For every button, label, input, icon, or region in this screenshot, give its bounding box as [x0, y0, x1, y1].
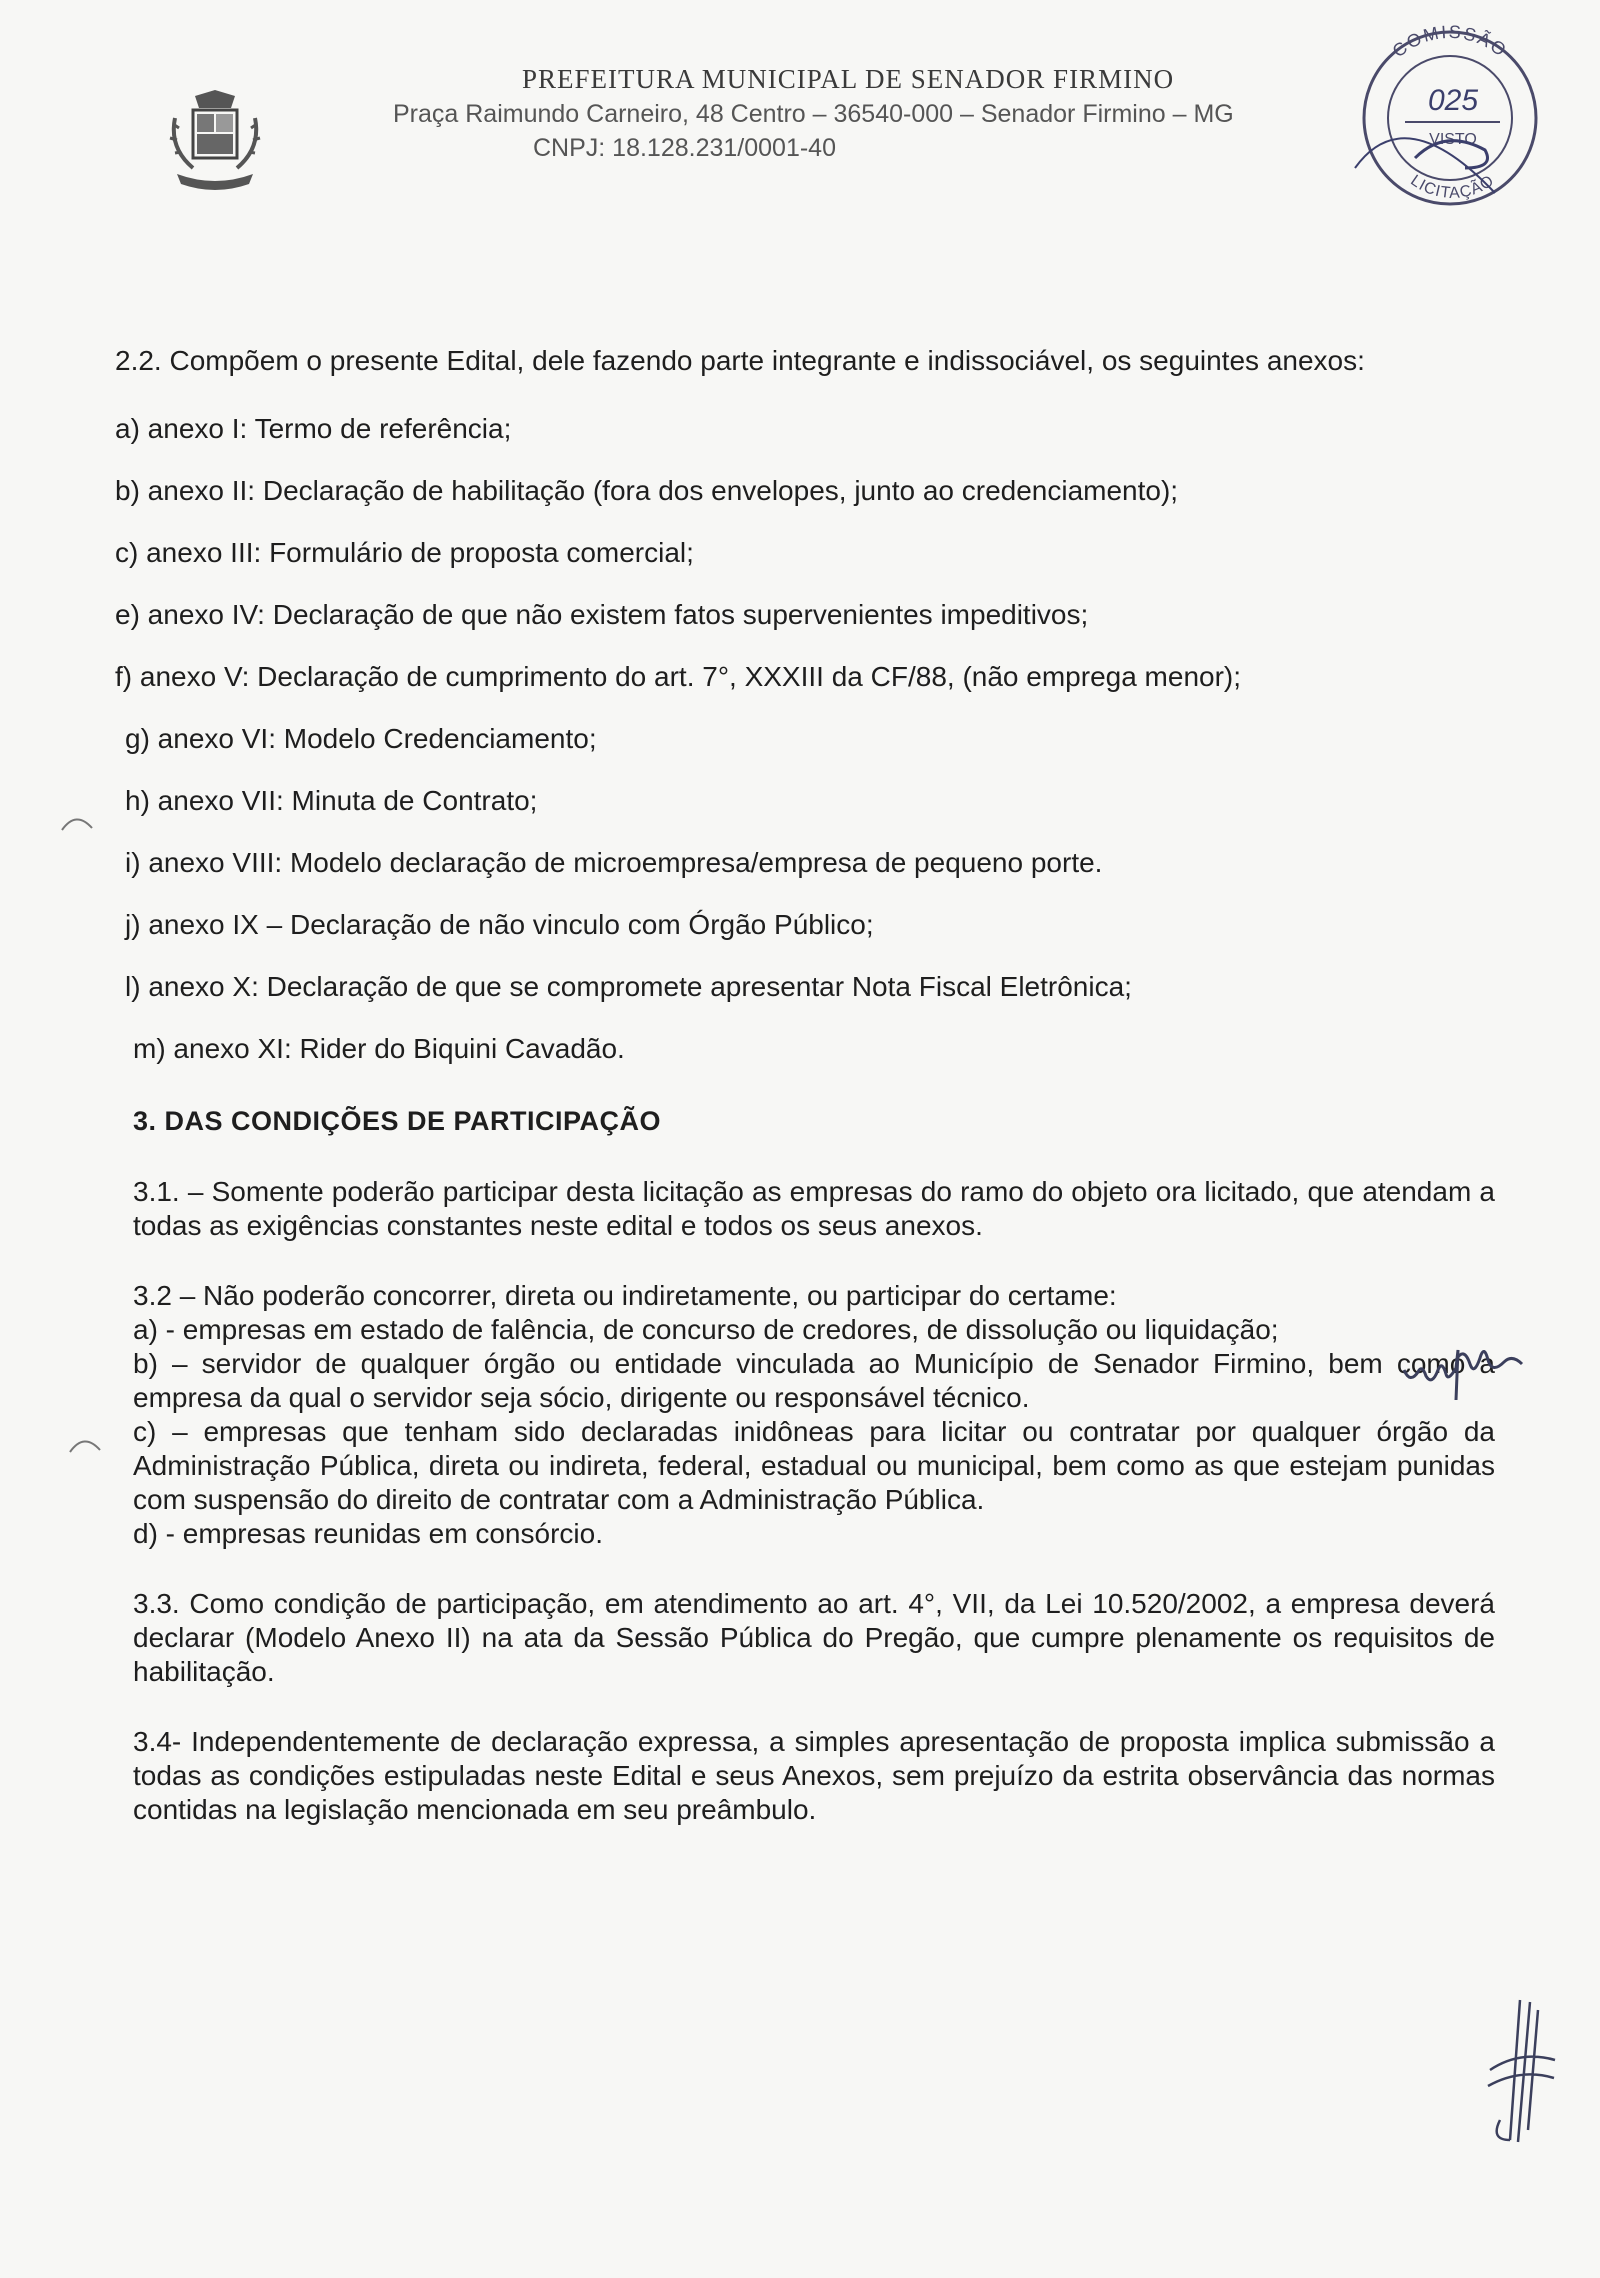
section-2-2-intro: 2.2. Compõem o presente Edital, dele fazendo parte integrante e indissociável, os seguintes anexos: — [115, 345, 1365, 376]
list-item: b) anexo II: Declaração de habilitação (fora dos envelopes, junto ao credenciamento); — [115, 475, 1179, 506]
document-body — [115, 344, 1495, 1827]
list-item: l) anexo X: Declaração de que se compromete apresentar Nota Fiscal Eletrônica; — [125, 971, 1132, 1002]
list-item: f) anexo V: Declaração de cumprimento do art. 7°, XXXIII da CF/88, (não emprega menor); — [115, 661, 1242, 692]
paragraph-3-2-intro: 3.2 – Não poderão concorrer, direta ou indiretamente, ou participar do certame: — [133, 1280, 1117, 1311]
margin-mark-icon — [66, 1430, 106, 1460]
paragraph-3-3: 3.3. Como condição de participação, em atendimento ao art. 4°, VII, da Lei 10.520/2002, a empresa deverá declarar (Modelo Anexo II) na ata da Sessão Pública do Pregão, que cumpre plenamente os requisitos de habilitação. — [133, 1588, 1495, 1687]
municipal-crest-icon — [165, 88, 265, 198]
paragraph-3-2-c: c) – empresas que tenham sido declaradas inidôneas para licitar ou contratar por qualquer órgão da Administração Pública, direta ou indireta, federal, estadual ou municipal, bem como as que estejam punidas com suspensão do direito de contratar com a Administração Pública. — [133, 1416, 1495, 1515]
margin-mark-icon — [58, 808, 98, 838]
annex-list — [115, 412, 1495, 1066]
org-address: Praça Raimundo Carneiro, 48 Centro – 36540-000 – Senador Firmino – MG — [393, 100, 1234, 128]
handwritten-signature-icon — [1480, 1990, 1560, 2150]
paragraph-3-2-b: b) – servidor de qualquer órgão ou entidade vinculada ao Município de Senador Firmino, bem como a empresa da qual o servidor seja sócio, dirigente ou responsável técnico. — [133, 1348, 1495, 1413]
stamp-top-text: COMISSÃO — [1388, 21, 1512, 62]
letterhead — [0, 0, 1600, 240]
list-item: c) anexo III: Formulário de proposta comercial; — [115, 537, 694, 568]
org-name: PREFEITURA MUNICIPAL DE SENADOR FIRMINO — [522, 64, 1175, 94]
commission-stamp — [1345, 18, 1555, 218]
stamp-bottom-text: LICITAÇÃO — [1407, 172, 1498, 202]
list-item: j) anexo IX – Declaração de não vinculo com Órgão Público; — [125, 909, 874, 940]
paragraph-3-2-a: a) - empresas em estado de falência, de concurso de credores, de dissolução ou liquidação; — [133, 1314, 1279, 1345]
stamp-middle-text: VISTO — [1429, 131, 1477, 148]
handwritten-initials-icon — [1400, 1320, 1530, 1410]
section-3 — [115, 1106, 1495, 1827]
list-item: g) anexo VI: Modelo Credenciamento; — [125, 723, 597, 754]
stamp-number: 025 — [1427, 84, 1479, 117]
section-3-heading: 3. DAS CONDIÇÕES DE PARTICIPAÇÃO — [133, 1106, 662, 1136]
list-item: e) anexo IV: Declaração de que não existem fatos supervenientes impeditivos; — [115, 599, 1089, 630]
list-item: h) anexo VII: Minuta de Contrato; — [125, 785, 538, 816]
list-item: m) anexo XI: Rider do Biquini Cavadão. — [133, 1033, 625, 1064]
paragraph-3-2-d: d) - empresas reunidas em consórcio. — [133, 1518, 603, 1549]
list-item: i) anexo VIII: Modelo declaração de microempresa/empresa de pequeno porte. — [125, 847, 1103, 878]
org-cnpj: CNPJ: 18.128.231/0001-40 — [533, 134, 836, 162]
paragraph-3-1: 3.1. – Somente poderão participar desta licitação as empresas do ramo do objeto ora licitado, que atendam a todas as exigências constantes neste edital e todos os seus anexos. — [133, 1176, 1495, 1241]
paragraph-3-4: 3.4- Independentemente de declaração expressa, a simples apresentação de proposta implica submissão a todas as condições estipuladas neste Edital e seus Anexos, sem prejuízo da estrita observância das normas contidas na legislação mencionada em seu preâmbulo. — [133, 1726, 1495, 1825]
list-item: a) anexo I: Termo de referência; — [115, 413, 512, 444]
